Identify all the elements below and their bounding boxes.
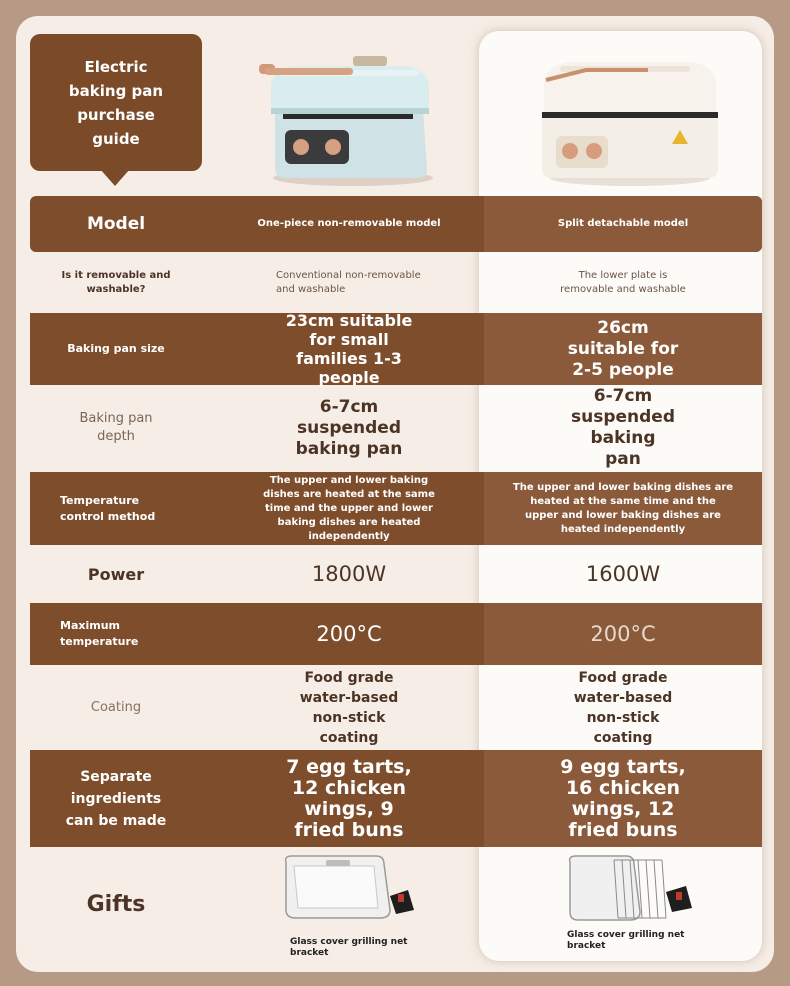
model-row bbox=[30, 196, 762, 252]
depth-label: Baking pan depth bbox=[79, 411, 153, 444]
guide-title-box bbox=[30, 34, 202, 171]
removable-label: Is it removable and washable? bbox=[61, 270, 171, 295]
guide-title: Electric baking pan purchase guide bbox=[68, 57, 164, 148]
power-row bbox=[30, 546, 762, 602]
depth-row bbox=[30, 386, 762, 470]
gift-image-a bbox=[280, 852, 420, 932]
removable-a: Conventional non-removable and washable bbox=[276, 270, 421, 295]
power-a: 1800W bbox=[311, 562, 387, 586]
ingredients-row bbox=[30, 750, 762, 847]
max-temp-a: 200°C bbox=[316, 622, 382, 646]
gift-b-caption: Glass cover grilling net bracket bbox=[567, 930, 685, 951]
title-pointer bbox=[100, 169, 130, 186]
gift-image-b bbox=[566, 852, 706, 932]
size-a: 23cm suitable for small families 1-3 people bbox=[285, 311, 413, 387]
max-temp-label: Maximum temperature bbox=[60, 619, 139, 648]
ingredients-b: 9 egg tarts, 16 chicken wings, 12 fried buns bbox=[484, 750, 762, 847]
size-b: 26cm suitable for 2-5 people bbox=[484, 313, 762, 385]
gift-a-caption: Glass cover grilling net bracket bbox=[290, 937, 408, 958]
coating-label: Coating bbox=[90, 699, 142, 715]
coating-a: Food grade water-based non-stick coating bbox=[299, 669, 399, 746]
size-label: Baking pan size bbox=[67, 342, 165, 355]
max-temp-b: 200°C bbox=[484, 603, 762, 665]
model-b-name: Split detachable model bbox=[484, 196, 762, 252]
gifts-label: Gifts bbox=[86, 891, 146, 917]
coating-row bbox=[30, 666, 762, 749]
temp-control-label: Temperature control method bbox=[60, 493, 156, 523]
temp-control-a: The upper and lower baking dishes are heated at the same time and the upper and lower baking dishes are heated independently bbox=[263, 474, 435, 542]
product-image-split bbox=[530, 50, 730, 190]
depth-a: 6-7cm suspended baking pan bbox=[295, 396, 403, 459]
max-temp-row bbox=[30, 603, 762, 665]
model-label: Model bbox=[86, 214, 146, 234]
size-row bbox=[30, 313, 762, 385]
temp-control-row bbox=[30, 472, 762, 545]
temp-control-b: The upper and lower baking dishes are heated at the same time and the upper and lower baking dishes are heated independently bbox=[484, 472, 762, 545]
ingredients-label: Separate ingredients can be made bbox=[65, 768, 167, 829]
power-label: Power bbox=[87, 564, 145, 584]
removable-row bbox=[30, 254, 762, 312]
power-b: 1600W bbox=[585, 562, 661, 586]
removable-b: The lower plate is removable and washable bbox=[560, 270, 686, 295]
model-a-name: One-piece non-removable model bbox=[257, 218, 441, 229]
depth-b: 6-7cm suspended baking pan bbox=[570, 386, 675, 469]
ingredients-a: 7 egg tarts, 12 chicken wings, 9 fried buns bbox=[286, 755, 412, 841]
coating-b: Food grade water-based non-stick coating bbox=[573, 669, 673, 746]
product-image-one-piece bbox=[255, 50, 445, 190]
